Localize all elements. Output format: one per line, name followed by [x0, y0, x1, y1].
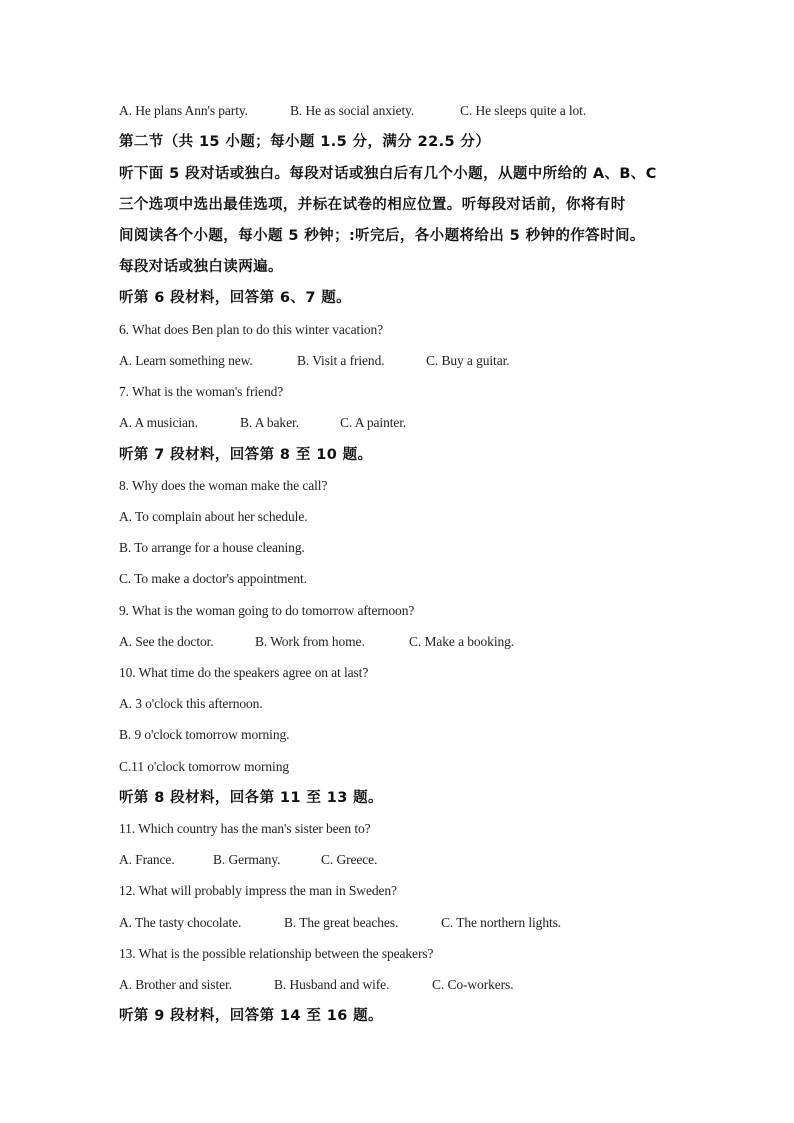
- q10-stem: 10. What time do the speakers agree on at last?: [119, 665, 369, 680]
- q12-options: [119, 914, 561, 932]
- q12-option-a: A. The tasty chocolate.: [119, 915, 242, 930]
- q6-stem: 6. What does Ben plan to do this winter vacation?: [119, 322, 384, 337]
- q11-option-a: A. France.: [119, 852, 175, 867]
- q5-options: [119, 102, 586, 120]
- q6-option-a: A. Learn something new.: [119, 353, 253, 368]
- q9-option-a: A. See the doctor.: [119, 634, 214, 649]
- q9-option-b: B. Work from home.: [255, 634, 365, 649]
- q9-stem: 9. What is the woman going to do tomorrow afternoon?: [119, 603, 415, 618]
- q7-option-b: B. A baker.: [240, 415, 299, 430]
- q5-option-a: A. He plans Ann's party.: [119, 103, 248, 118]
- q8-option-c: C. To make a doctor's appointment.: [119, 571, 307, 586]
- q8-option-a: A. To complain about her schedule.: [119, 509, 308, 524]
- material8-heading: 听第 8 段材料，回各第 11 至 13 题。: [119, 790, 383, 806]
- q13-option-a: A. Brother and sister.: [119, 977, 232, 992]
- q11-option-b: B. Germany.: [213, 852, 281, 867]
- q11-options: [119, 851, 377, 869]
- section2-instruction-3: 间阅读各个小题，每小题 5 秒钟；:听完后，各小题将给出 5 秒钟的作答时间。: [119, 228, 645, 244]
- q11-stem: 11. Which country has the man's sister been to?: [119, 821, 371, 836]
- q9-options: [119, 633, 514, 651]
- q10-option-a: A. 3 o'clock this afternoon.: [119, 696, 263, 711]
- q5-option-b: B. He as social anxiety.: [290, 103, 415, 118]
- q5-option-c: C. He sleeps quite a lot.: [460, 103, 587, 118]
- q13-option-b: B. Husband and wife.: [274, 977, 390, 992]
- q6-option-c: C. Buy a guitar.: [426, 353, 510, 368]
- material9-heading: 听第 9 段材料，回答第 14 至 16 题。: [119, 1008, 383, 1024]
- q7-option-c: C. A painter.: [340, 415, 407, 430]
- q8-stem: 8. Why does the woman make the call?: [119, 478, 328, 493]
- section2-instruction-1: 听下面 5 段对话或独白。每段对话或独白后有几个小题，从题中所给的 A、B、C: [119, 166, 657, 182]
- q13-stem: 13. What is the possible relationship between the speakers?: [119, 946, 434, 961]
- q9-option-c: C. Make a booking.: [409, 634, 515, 649]
- q13-options: [119, 976, 513, 994]
- q10-option-b: B. 9 o'clock tomorrow morning.: [119, 727, 290, 742]
- material7-heading: 听第 7 段材料，回答第 8 至 10 题。: [119, 447, 373, 463]
- q6-option-b: B. Visit a friend.: [297, 353, 385, 368]
- q6-options: [119, 352, 510, 370]
- q10-option-c: C.11 o'clock tomorrow morning: [119, 759, 290, 774]
- q13-option-c: C. Co-workers.: [432, 977, 514, 992]
- q12-stem: 12. What will probably impress the man in Sweden?: [119, 883, 397, 898]
- q11-option-c: C. Greece.: [321, 852, 378, 867]
- q7-option-a: A. A musician.: [119, 415, 198, 430]
- section2-instruction-4: 每段对话或独白读两遍。: [119, 259, 283, 275]
- q7-stem: 7. What is the woman's friend?: [119, 384, 284, 399]
- q12-option-c: C. The northern lights.: [441, 915, 562, 930]
- q8-option-b: B. To arrange for a house cleaning.: [119, 540, 305, 555]
- section2-heading: 第二节（共 15 小题；每小题 1.5 分，满分 22.5 分）: [119, 134, 491, 150]
- section2-instruction-2: 三个选项中选出最佳选项，并标在试卷的相应位置。听每段对话前，你将有时: [119, 197, 626, 213]
- q12-option-b: B. The great beaches.: [284, 915, 399, 930]
- q7-options: [119, 414, 406, 432]
- material6-heading: 听第 6 段材料，回答第 6、7 题。: [119, 290, 352, 306]
